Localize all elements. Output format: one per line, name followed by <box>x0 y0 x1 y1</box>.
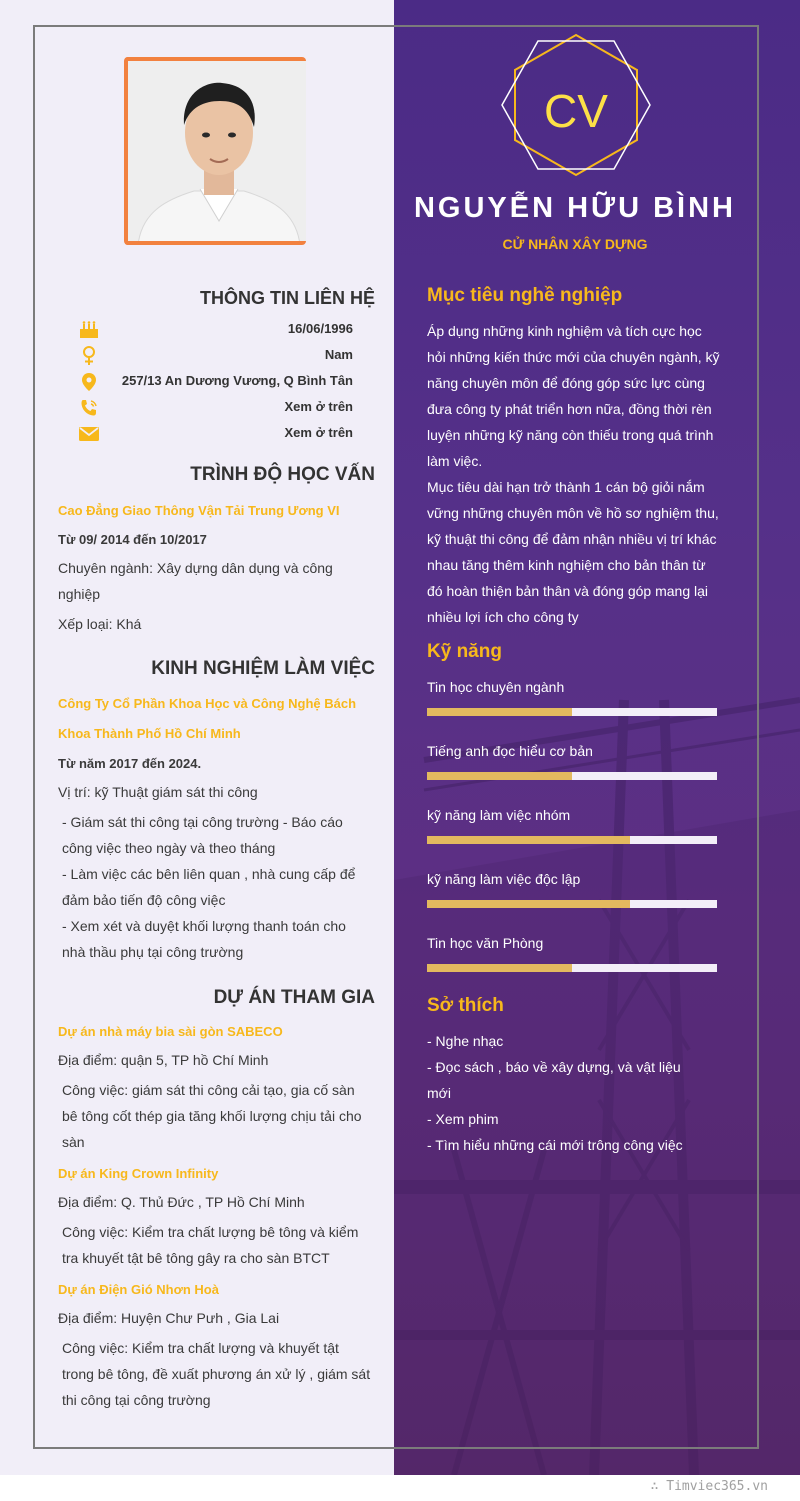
candidate-name: NGUYỄN HỮU BÌNH <box>413 192 736 224</box>
project-work-line: Công việc: giám sát thi công cải tạo, gia cố sàn <box>62 1082 355 1098</box>
project-name: Dự án King Crown Infinity <box>58 1166 219 1181</box>
skill-bar-fill <box>427 836 630 844</box>
skill-bar <box>427 836 717 844</box>
hobby-line: - Nghe nhạc <box>427 1033 504 1049</box>
experience-company-line1: Công Ty Cổ Phần Khoa Học và Công Nghệ Bách <box>58 696 357 711</box>
email-value: Xem ở trên <box>284 425 353 440</box>
project-location: Địa điểm: quận 5, TP hồ Chí Minh <box>58 1052 269 1068</box>
objective-title: Mục tiêu nghề nghiệp <box>427 285 623 306</box>
skill-bar <box>427 900 717 908</box>
gender-value: Nam <box>324 347 353 362</box>
education-major-line2: nghiệp <box>58 586 101 602</box>
experience-company-line2: Khoa Thành Phố Hồ Chí Minh <box>58 726 241 741</box>
birthday-cake-icon <box>78 320 100 340</box>
skill-name: Tiếng anh đọc hiểu cơ bản <box>427 743 593 759</box>
skill-name: Tin học chuyên ngành <box>427 679 565 695</box>
hobbies-title: Sở thích <box>427 995 504 1016</box>
project-location: Địa điểm: Huyện Chư Pưh , Gia Lai <box>58 1310 280 1326</box>
objective-line: nhau tăng thêm kinh nghiệm cho bản thân từ <box>427 557 706 573</box>
project-name: Dự án nhà máy bia sài gòn SABECO <box>58 1024 283 1039</box>
skill-name: kỹ năng làm việc độc lập <box>427 871 581 887</box>
contact-title: THÔNG TIN LIÊN HỆ <box>200 288 375 308</box>
contact-email <box>78 423 353 445</box>
project-location: Địa điểm: Q. Thủ Đức , TP Hồ Chí Minh <box>58 1194 305 1210</box>
experience-line: - Xem xét và duyệt khối lượng thanh toán cho <box>62 918 346 934</box>
address-value: 257/13 An Dương Vương, Q Bình Tân <box>121 373 353 388</box>
project-work-line: Công việc: Kiểm tra chất lượng và khuyết tật <box>62 1340 339 1356</box>
hobby-line: - Xem phim <box>427 1111 499 1127</box>
hobby-line: - Tìm hiểu những cái mới trông công việc <box>427 1137 683 1153</box>
profile-photo <box>124 57 306 245</box>
birth-date: 16/06/1996 <box>287 321 353 336</box>
skill-bar-fill <box>427 964 572 972</box>
watermark: ∴ Timviec365.vn <box>650 1479 768 1494</box>
experience-line: công việc theo ngày và theo tháng <box>62 840 276 856</box>
skills-title: Kỹ năng <box>427 641 502 662</box>
experience-title: KINH NGHIỆM LÀM VIỆC <box>151 658 375 679</box>
education-school: Cao Đẳng Giao Thông Vận Tải Trung Ương VI <box>58 503 340 518</box>
skill-name: kỹ năng làm việc nhóm <box>427 807 571 823</box>
project-work-line: tra khuyết tật bê tông gây ra cho sàn BTCT <box>62 1250 330 1266</box>
experience-line: - Giám sát thi công tại công trường - Báo cáo <box>62 814 343 830</box>
project-work-line: bê tông cốt thép gia tăng khối lượng chịu tải cho <box>62 1108 362 1124</box>
contact-address <box>78 371 353 393</box>
education-major-line1: Chuyên ngành: Xây dựng dân dụng và công <box>58 560 333 576</box>
phone-icon <box>78 398 100 418</box>
portrait-illustration <box>128 61 306 245</box>
candidate-role: CỬ NHÂN XÂY DỰNG <box>502 236 648 252</box>
contact-phone <box>78 397 353 419</box>
objective-line: đưa công ty phát triển hơn nữa, đồng thời rèn <box>427 401 712 417</box>
objective-line: làm việc. <box>427 453 483 469</box>
objective-line: Áp dụng những kinh nghiệm và tích cực học <box>427 323 702 339</box>
projects-title: DỰ ÁN THAM GIA <box>213 987 375 1008</box>
project-work-line: thi công tại công trường <box>62 1392 211 1408</box>
experience-line: đảm bảo tiến độ công việc <box>62 892 226 908</box>
objective-line: Mục tiêu dài hạn trở thành 1 cán bộ giỏi nắm <box>427 479 705 495</box>
education-grade: Xếp loại: Khá <box>58 616 142 632</box>
contact-birthday <box>78 319 353 341</box>
skill-bar-fill <box>427 772 572 780</box>
location-pin-icon <box>78 372 100 392</box>
experience-position: Vị trí: kỹ Thuật giám sát thi công <box>58 784 258 800</box>
gender-female-icon <box>78 346 100 366</box>
project-work-line: sàn <box>62 1134 85 1150</box>
contact-gender <box>78 345 353 367</box>
objective-line: luyện những kỹ năng còn thiếu trong quá trình <box>427 427 714 443</box>
project-work-line: trong bê tông, đề xuất phương án xử lý , giám sát <box>62 1366 371 1382</box>
education-title: TRÌNH ĐỘ HỌC VẤN <box>190 464 375 485</box>
hobby-line: - Đọc sách , báo về xây dựng, và vật liệu <box>427 1059 681 1075</box>
phone-value: Xem ở trên <box>284 399 353 414</box>
hobby-line: mới <box>427 1085 451 1101</box>
education-period: Từ 09/ 2014 đến 10/2017 <box>58 532 207 547</box>
objective-line: nhiều lợi ích cho công ty <box>427 609 579 625</box>
skill-bar-fill <box>427 900 630 908</box>
email-icon <box>78 424 100 444</box>
experience-line: nhà thầu phụ tại công trường <box>62 944 244 960</box>
skill-bar <box>427 964 717 972</box>
project-work-line: Công việc: Kiểm tra chất lượng bê tông và kiểm <box>62 1224 359 1240</box>
skill-bar <box>427 708 717 716</box>
skill-bar <box>427 772 717 780</box>
skill-name: Tin học văn Phòng <box>427 935 544 951</box>
objective-line: hỏi những kiến thức mới của chuyên ngành, kỹ <box>427 349 720 365</box>
objective-line: kỹ thuật thi công để đảm nhận nhiều vị trí khác <box>427 531 717 547</box>
cv-mark: CV <box>544 85 608 137</box>
objective-line: năng chuyên môn để đóng góp sức lực cùng <box>427 375 705 391</box>
objective-line: đó hoàn thiện bản thân và đóng góp mang lại <box>427 583 709 599</box>
experience-period: Từ năm 2017 đến 2024. <box>58 756 202 771</box>
objective-line: vững những chuyên môn về hồ sơ nghiệm thu, <box>427 505 719 521</box>
project-name: Dự án Điện Gió Nhơn Hoà <box>58 1282 219 1297</box>
experience-line: - Làm việc các bên liên quan , nhà cung cấp để <box>62 866 356 882</box>
skill-bar-fill <box>427 708 572 716</box>
